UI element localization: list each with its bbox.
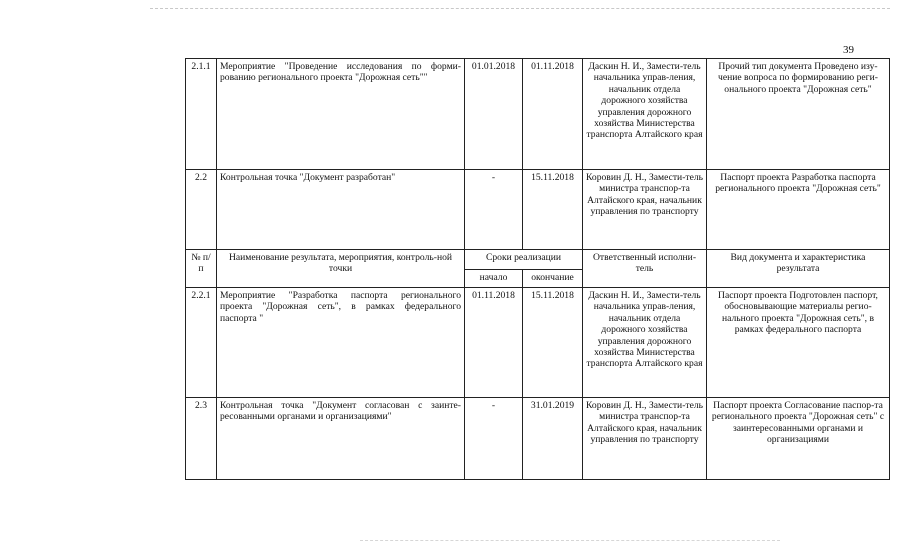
row-document: Паспорт проекта Разработка паспорта регионального проекта "Дорожная сеть" [707, 170, 890, 250]
row-start-date: 01.01.2018 [465, 59, 523, 170]
row-end-date: 15.11.2018 [523, 288, 583, 398]
row-start-date: - [465, 398, 523, 480]
row-number: 2.1.1 [186, 59, 217, 170]
scan-artifact-top [150, 8, 890, 9]
page-number: 39 [843, 44, 854, 56]
row-number: 2.3 [186, 398, 217, 480]
row-number: 2.2 [186, 170, 217, 250]
table-row [186, 398, 890, 480]
row-document: Паспорт проекта Подготовлен паспорт, обосновывающие материалы регио-нального проекта "Дорожная сеть", в рамках федерального паспорта [707, 288, 890, 398]
header-terms: Сроки реализации [465, 250, 583, 270]
header-document: Вид документа и характеристика результата [707, 250, 890, 288]
table-row [186, 59, 890, 170]
header-number: № п/п [186, 250, 217, 288]
row-name: Мероприятие "Проведение исследования по форми-рованию регионального проекта "Дорожная сеть"" [217, 59, 465, 170]
table-row [186, 288, 890, 398]
row-name: Контрольная точка "Документ разработан" [217, 170, 465, 250]
row-end-date: 31.01.2019 [523, 398, 583, 480]
row-responsible: Даскин Н. И., Замести-тель начальника управ-ления, начальник отдела дорожного хозяйства управления дорожного хозяйства Министерства транспорта Алтайского края [583, 288, 707, 398]
header-name: Наименование результата, мероприятия, контроль-ной точки [217, 250, 465, 288]
row-end-date: 15.11.2018 [523, 170, 583, 250]
row-name: Мероприятие "Разработка паспорта регионального проекта "Дорожная сеть", в рамках федерального паспорта " [217, 288, 465, 398]
row-name: Контрольная точка "Документ согласован с заинте-ресованными органами и организациями" [217, 398, 465, 480]
table-row [186, 170, 890, 250]
table-header-row [186, 250, 890, 270]
row-responsible: Коровин Д. Н., Замести-тель министра транспор-та Алтайского края, начальник управления по транспорту [583, 398, 707, 480]
plan-table [185, 58, 890, 480]
header-start: начало [465, 270, 523, 288]
row-responsible: Коровин Д. Н., Замести-тель министра транспор-та Алтайского края, начальник управления по транспорту [583, 170, 707, 250]
row-end-date: 01.11.2018 [523, 59, 583, 170]
header-responsible: Ответственный исполни-тель [583, 250, 707, 288]
scan-artifact-bottom [360, 540, 780, 541]
row-document: Прочий тип документа Проведено изу-чение вопроса по формированию реги-онального проекта "Дорожная сеть" [707, 59, 890, 170]
header-end: окончание [523, 270, 583, 288]
row-responsible: Даскин Н. И., Замести-тель начальника управ-ления, начальник отдела дорожного хозяйства управления дорожного хозяйства Министерства транспорта Алтайского края [583, 59, 707, 170]
row-start-date: - [465, 170, 523, 250]
row-start-date: 01.11.2018 [465, 288, 523, 398]
row-number: 2.2.1 [186, 288, 217, 398]
row-document: Паспорт проекта Согласование паспор-та регионального проекта "Дорожная сеть" с заинтересованными органами и организациями [707, 398, 890, 480]
